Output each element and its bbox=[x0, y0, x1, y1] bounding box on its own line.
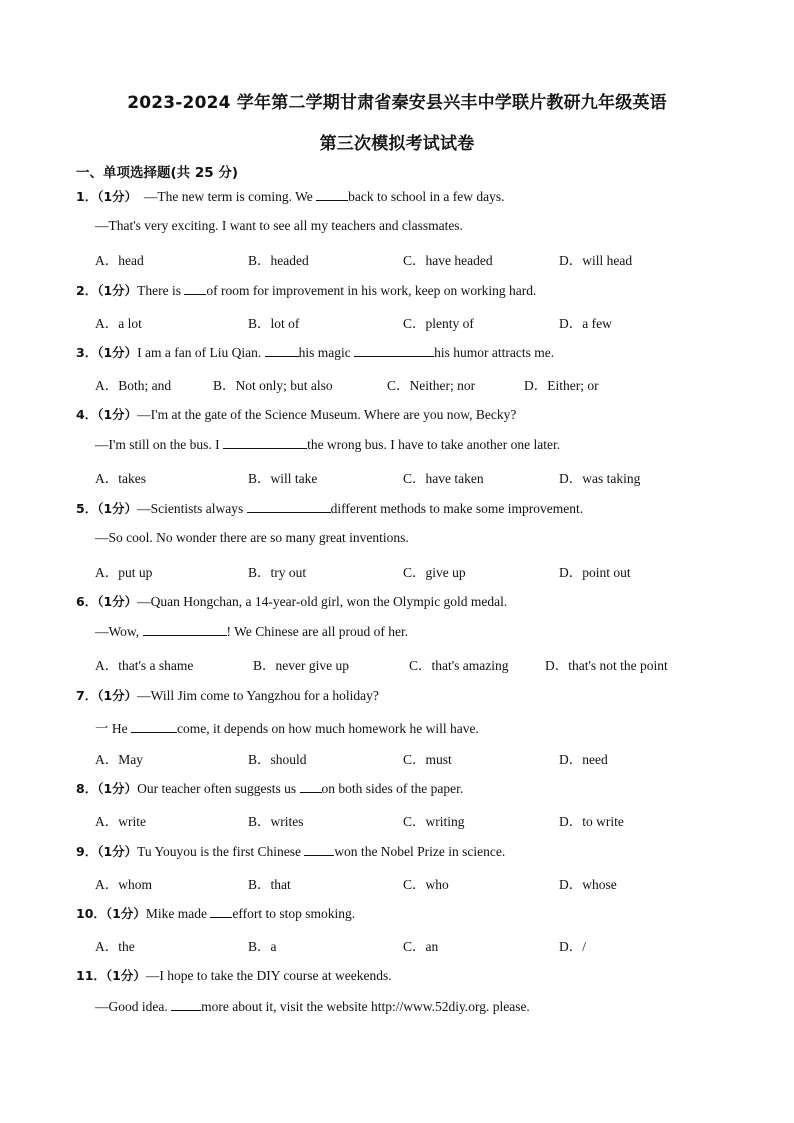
question-7-line2: 一 He come, it depends on how much homework he will have. bbox=[95, 721, 479, 736]
answer-blank bbox=[316, 188, 348, 201]
answer-blank bbox=[143, 623, 227, 636]
question-5-option-d[interactable]: D．point out bbox=[559, 565, 631, 580]
question-7-option-b[interactable]: B．should bbox=[248, 752, 307, 767]
question-1-option-d[interactable]: D．will head bbox=[559, 253, 633, 268]
question-4-option-b[interactable]: B．will take bbox=[248, 471, 318, 486]
question-7-option-a[interactable]: A．May bbox=[95, 752, 143, 767]
question-5-stem: 5．（1分）—Scientists always different methods to make some improvement. bbox=[76, 501, 584, 516]
question-5-option-c[interactable]: C．give up bbox=[403, 565, 466, 580]
question-1-option-b[interactable]: B．headed bbox=[248, 253, 309, 268]
question-7-stem: 7．（1分）—Will Jim come to Yangzhou for a holiday? bbox=[76, 688, 379, 703]
question-4-stem: 4．（1分）—I'm at the gate of the Science Museum. Where are you now, Becky? bbox=[76, 407, 517, 422]
answer-blank bbox=[210, 905, 232, 918]
question-7-option-d[interactable]: D．need bbox=[559, 752, 608, 767]
question-6-option-d[interactable]: D．that's not the point bbox=[545, 658, 668, 673]
question-6-option-b[interactable]: B．never give up bbox=[253, 658, 349, 673]
exam-title-line1: 2023-2024 学年第二学期甘肃省秦安县兴丰中学联片教研九年级英语 bbox=[127, 93, 667, 113]
answer-blank bbox=[300, 780, 322, 793]
question-1-line2: —That's very exciting. I want to see all my teachers and classmates. bbox=[95, 218, 463, 233]
section-heading: 一、单项选择题(共 25 分) bbox=[76, 165, 239, 181]
exam-title-line2: 第三次模拟考试试卷 bbox=[319, 134, 475, 154]
question-5-option-b[interactable]: B．try out bbox=[248, 565, 307, 580]
question-3-option-b[interactable]: B．Not only; but also bbox=[213, 378, 333, 393]
question-9-stem: 9．（1分）Tu Youyou is the first Chinese won the Nobel Prize in science. bbox=[76, 844, 506, 859]
question-11-line2: —Good idea. more about it, visit the website http://www.52diy.org. please. bbox=[95, 999, 530, 1014]
question-3-option-d[interactable]: D．Either; or bbox=[524, 378, 599, 393]
answer-blank bbox=[247, 500, 331, 513]
question-6-line2: —Wow, ! We Chinese are all proud of her. bbox=[95, 624, 409, 639]
question-2-stem: 2．（1分）There is of room for improvement in his work, keep on working hard. bbox=[76, 283, 537, 298]
question-6-option-c[interactable]: C．that's amazing bbox=[409, 658, 509, 673]
question-9-option-b[interactable]: B．that bbox=[248, 877, 291, 892]
question-10-option-c[interactable]: C．an bbox=[403, 939, 439, 954]
question-8-option-b[interactable]: B．writes bbox=[248, 814, 304, 829]
question-6-stem: 6．（1分）—Quan Hongchan, a 14-year-old girl, won the Olympic gold medal. bbox=[76, 594, 508, 609]
question-3-stem: 3．（1分）I am a fan of Liu Qian. his magic his humor attracts me. bbox=[76, 345, 555, 360]
question-4-option-d[interactable]: D．was taking bbox=[559, 471, 641, 486]
question-2-option-d[interactable]: D．a few bbox=[559, 316, 612, 331]
question-2-option-a[interactable]: A．a lot bbox=[95, 316, 142, 331]
question-9-option-a[interactable]: A．whom bbox=[95, 877, 152, 892]
answer-blank bbox=[354, 344, 434, 357]
question-4-option-c[interactable]: C．have taken bbox=[403, 471, 484, 486]
question-6-option-a[interactable]: A．that's a shame bbox=[95, 658, 194, 673]
question-1-option-c[interactable]: C．have headed bbox=[403, 253, 493, 268]
question-4-line2: —I'm still on the bus. I the wrong bus. I have to take another one later. bbox=[95, 437, 561, 452]
question-8-option-d[interactable]: D．to write bbox=[559, 814, 624, 829]
answer-blank bbox=[304, 843, 334, 856]
answer-blank bbox=[223, 436, 307, 449]
question-1-option-a[interactable]: A．head bbox=[95, 253, 144, 268]
question-9-option-c[interactable]: C．who bbox=[403, 877, 449, 892]
question-8-stem: 8．（1分）Our teacher often suggests us on both sides of the paper. bbox=[76, 781, 464, 796]
question-3-option-c[interactable]: C．Neither; nor bbox=[387, 378, 476, 393]
question-3-option-a[interactable]: A．Both; and bbox=[95, 378, 172, 393]
question-10-option-a[interactable]: A．the bbox=[95, 939, 135, 954]
answer-blank bbox=[131, 720, 177, 733]
question-1-stem: 1．（1分） —The new term is coming. We back to school in a few days. bbox=[76, 189, 505, 204]
question-2-option-c[interactable]: C．plenty of bbox=[403, 316, 474, 331]
question-10-option-d[interactable]: D．/ bbox=[559, 939, 586, 954]
question-11-stem: 11．（1分）—I hope to take the DIY course at weekends. bbox=[76, 968, 392, 983]
question-5-option-a[interactable]: A．put up bbox=[95, 565, 153, 580]
answer-blank bbox=[171, 998, 201, 1011]
question-8-option-a[interactable]: A．write bbox=[95, 814, 146, 829]
question-2-option-b[interactable]: B．lot of bbox=[248, 316, 300, 331]
question-4-option-a[interactable]: A．takes bbox=[95, 471, 146, 486]
answer-blank bbox=[184, 282, 206, 295]
question-8-option-c[interactable]: C．writing bbox=[403, 814, 465, 829]
question-10-option-b[interactable]: B．a bbox=[248, 939, 277, 954]
question-9-option-d[interactable]: D．whose bbox=[559, 877, 617, 892]
question-7-option-c[interactable]: C．must bbox=[403, 752, 452, 767]
answer-blank bbox=[265, 344, 299, 357]
question-5-line2: —So cool. No wonder there are so many great inventions. bbox=[95, 530, 409, 545]
question-10-stem: 10．（1分）Mike made effort to stop smoking. bbox=[76, 906, 356, 921]
